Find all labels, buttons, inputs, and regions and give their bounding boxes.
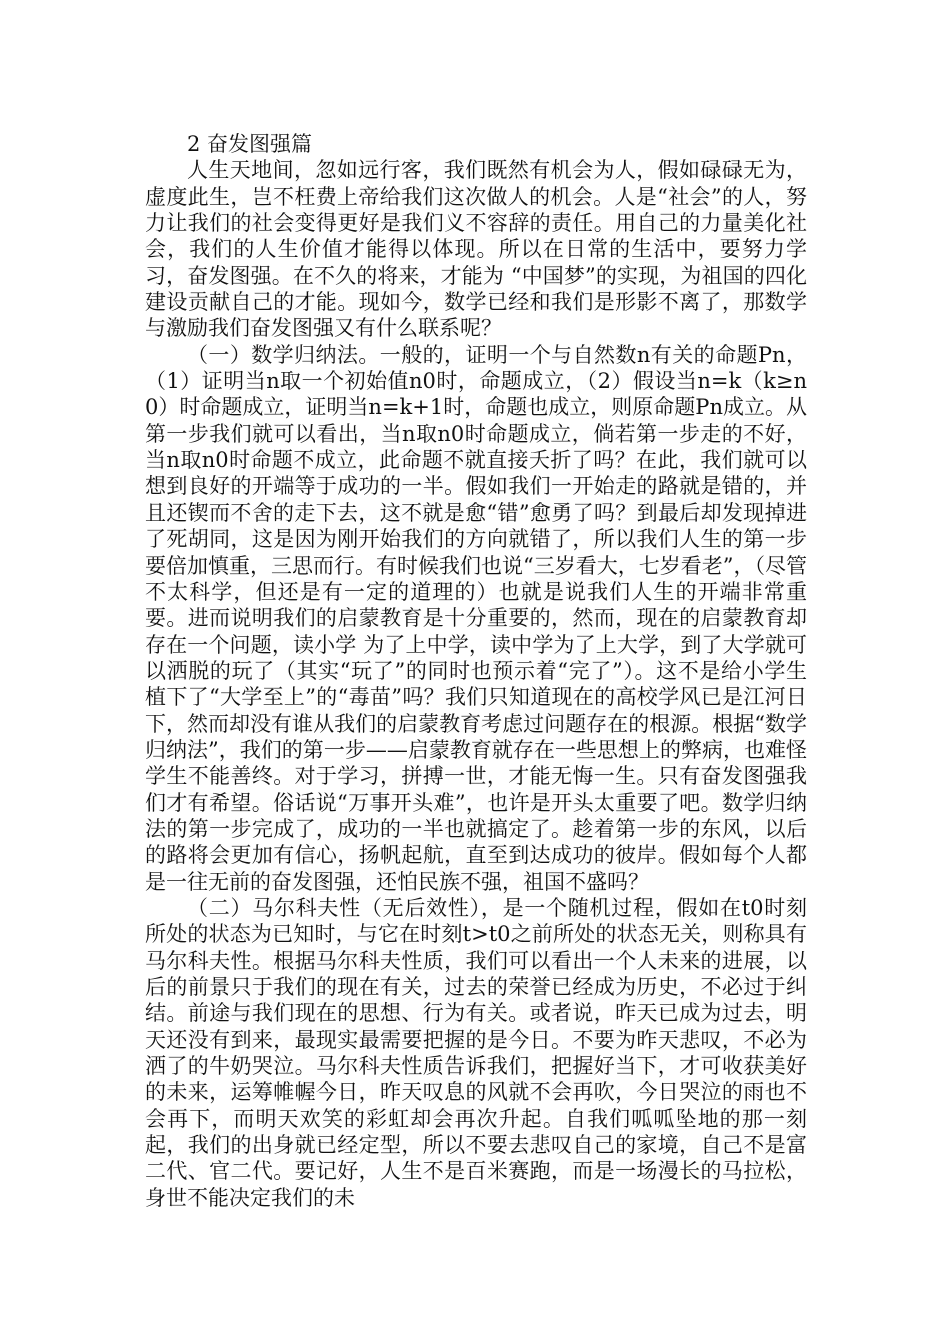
document-body [145,131,807,1211]
paragraph-intro: 人生天地间，忽如远行客，我们既然有机会为人，假如碌碌无为，虚度此生，岂不枉费上帝给我们这次做人的机会。人是“社会”的人，努力让我们的社会变得更好是我们义不容辞的责任。用自己的力量美化社会，我们的人生价值才能得以体现。所以在日常的生活中，要努力学习，奋发图强。在不久的将来，才能为 “中国梦”的实现，为祖国的四化建设贡献自己的才能。现如今，数学已经和我们是形影不离了，那数学与激励我们奋发图强又有什么联系呢？ [145,158,807,341]
section-heading: 2 奋发图强篇 [187,132,313,156]
paragraph-markov: （二）马尔科夫性（无后效性），是一个随机过程，假如在t0时刻所处的状态为已知时，与它在时刻t>t0之前所处的状态无关，则称具有马尔科夫性。根据马尔科夫性质，我们可以看出一个人未来的进展，以后的前景只于我们的现在有关，过去的荣誉已经成为历史，不必过于纠结。前途与我们现在的思想、行为有关。或者说，昨天已成为过去，明天还没有到来，最现实最需要把握的是今日。不要为昨天悲叹，不必为洒了的牛奶哭泣。马尔科夫性质告诉我们，把握好当下，才可收获美好的未来，运筹帷幄今日，昨天叹息的风就不会再吹，今日哭泣的雨也不会再下，而明天欢笑的彩虹却会再次升起。自我们呱呱坠地的那一刻起，我们的出身就已经定型，所以不要去悲叹自己的家境，自己不是富二代、官二代。要记好，人生不是百米赛跑，而是一场漫长的马拉松，身世不能决定我们的未 [145,895,807,1210]
paragraph-induction: （一）数学归纳法。一般的，证明一个与自然数n有关的命题Pn，（1）证明当n取一个初始值n0时，命题成立，（2）假设当n=k（k≥n0）时命题成立，证明当n=k+1时，命题也成立，则原命题Pn成立。从第一步我们就可以看出，当n取n0时命题成立，倘若第一步走的不好，当n取n0时命题不成立，此命题不就直接夭折了吗？在此，我们就可以想到良好的开端等于成功的一半。假如我们一开始走的路就是错的，并且还锲而不舍的走下去，这不就是愈“错”愈勇了吗？到最后却发现掉进了死胡同，这是因为刚开始我们的方向就错了，所以我们人生的第一步要倍加慎重，三思而行。有时候我们也说“三岁看大，七岁看老”，（尽管不太科学，但还是有一定的道理的）也就是说我们人生的开端非常重要。进而说明我们的启蒙教育是十分重要的，然而，现在的启蒙教育却存在一个问题，读小学 为了上中学，读中学为了上大学，到了大学就可以洒脱的玩了（其实“玩了”的同时也预示着“完了”）。这不是给小学生植下了“大学至上”的“毒苗”吗？我们只知道现在的高校学风已是江河日下，然而却没有谁从我们的启蒙教育考虑过问题存在的根源。根据“数学归纳法”，我们的第一步——启蒙教育就存在一些思想上的弊病，也难怪学生不能善终。对于学习，拼搏一世，才能无悔一生。只有奋发图强我们才有希望。俗话说“万事开头难”，也许是开头太重要了吧。数学归纳法的第一步完成了，成功的一半也就搞定了。趁着第一步的东风，以后的路将会更加有信心，扬帆起航，直至到达成功的彼岸。假如每个人都是一往无前的奋发图强，还怕民族不强，祖国不盛吗？ [145,342,807,894]
